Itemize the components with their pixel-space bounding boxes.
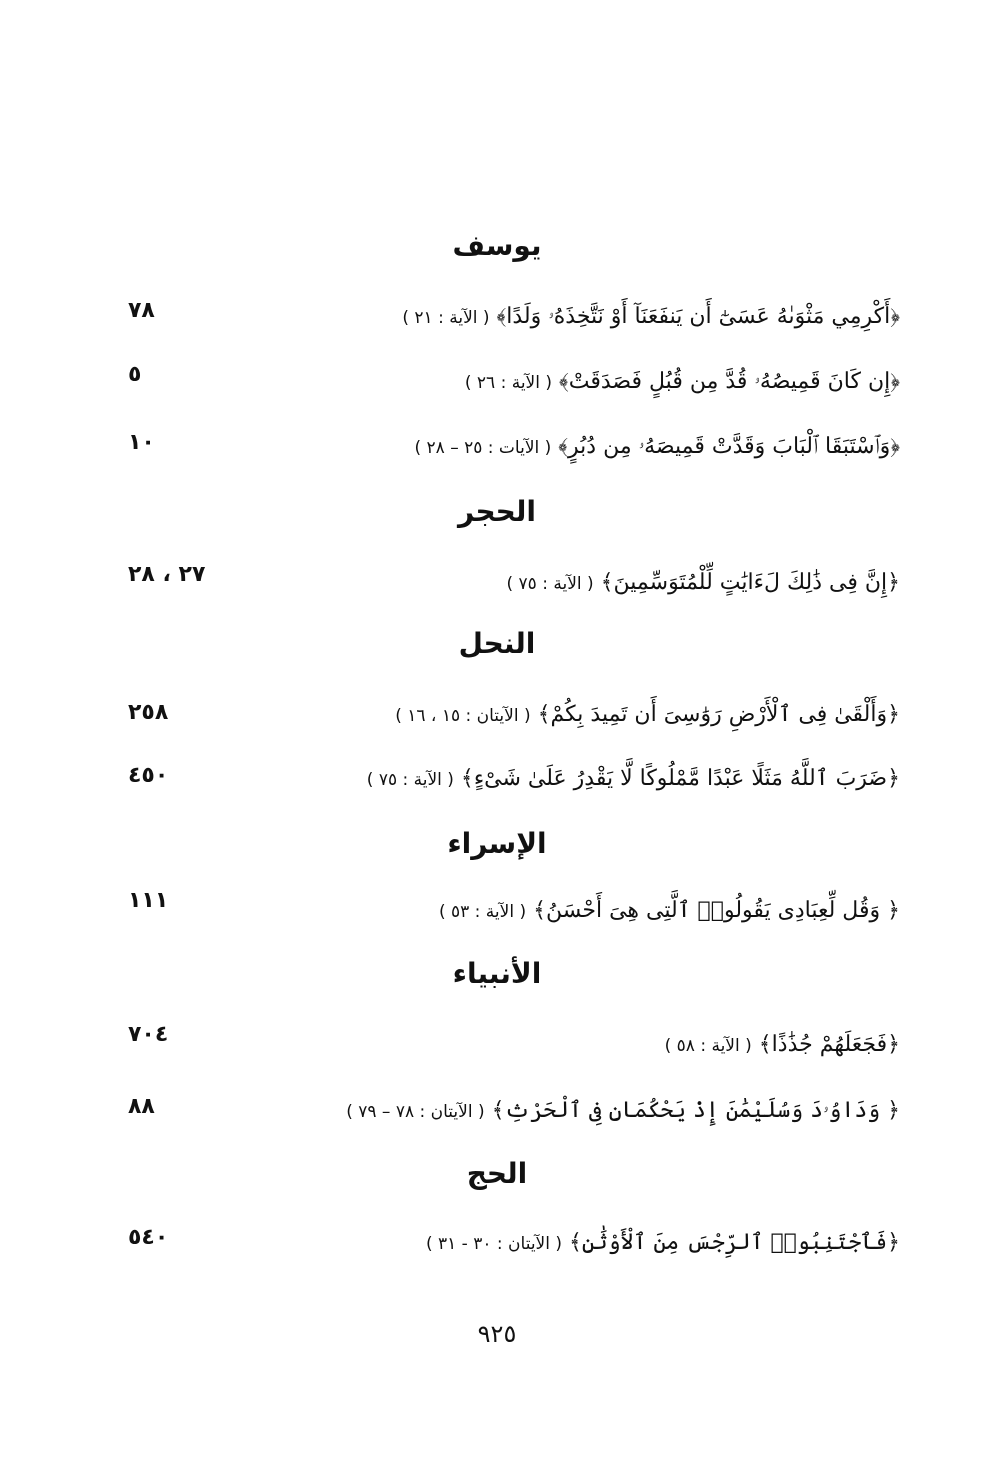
verse-entry — [426, 1232, 900, 1254]
verse-entry — [346, 1100, 900, 1122]
verse-reference: ( الآية : ٥٣ ) — [438, 902, 527, 922]
verse-entry — [665, 1034, 900, 1056]
verse-reference: ( الآية : ٥٨ ) — [664, 1036, 752, 1056]
verse-text: ﴿فَٱجْتَنِبُوا۟ ٱلرِّجْسَ مِنَ ٱلْأَوْثَٰنِ﴾ — [569, 1230, 900, 1255]
page-reference: ٧٨ — [128, 298, 155, 323]
verse-reference: ( الآيتان : ١٥ ، ١٦ ) — [395, 706, 531, 726]
surah-heading: الأنبياء — [452, 957, 542, 990]
verse-text: ﴿أَكْرِمِي مَثْوَىٰهُ عَسَىٰٓ أَن يَنفَعَنَآ أَوْ نَتَّخِذَهُۥ وَلَدًا﴾ — [496, 304, 900, 329]
verse-text: ﴿ وَدَاوُۥدَ وَسُلَيْمَٰنَ إِذْ يَحْكُمَانِ فِى ٱلْحَرْثِ﴾ — [491, 1098, 900, 1123]
verse-reference: ( الآيتان : ٣٠ - ٣١ ) — [425, 1234, 563, 1254]
verse-entry — [415, 436, 901, 458]
verse-reference: ( الآيتان : ٧٨ – ٧٩ ) — [346, 1102, 485, 1122]
verse-entry — [395, 704, 900, 726]
verse-reference: ( الآيات : ٢٥ – ٢٨ ) — [414, 438, 552, 458]
verse-entry — [507, 572, 901, 594]
page-reference: ٨٨ — [128, 1094, 155, 1119]
verse-text: ﴿ وَقُل لِّعِبَادِى يَقُولُوا۟ ٱلَّتِى هِىَ أَحْسَنُ﴾ — [533, 898, 900, 923]
verse-text: ﴿إِن كَانَ قَمِيصُهُۥ قُدَّ مِن قُبُلٍ فَصَدَقَتْ﴾ — [559, 369, 900, 394]
page-reference: ١١١ — [128, 888, 169, 913]
verse-entry — [439, 900, 900, 922]
surah-heading: الحج — [466, 1157, 528, 1190]
page-reference: ٢٧ ، ٢٨ — [128, 562, 206, 587]
page-reference: ٢٥٨ — [128, 700, 169, 725]
verse-reference: ( الآية : ٧٥ ) — [366, 770, 454, 790]
verse-text: ﴿وَأَلْقَىٰ فِى ٱلْأَرْضِ رَوَٰسِىَ أَن تَمِيدَ بِكُمْ﴾ — [537, 702, 900, 727]
page-number: ٩٢٥ — [477, 1320, 517, 1348]
surah-heading: النحل — [458, 627, 536, 660]
verse-entry — [465, 371, 900, 393]
verse-reference: ( الآية : ٧٥ ) — [506, 574, 594, 594]
verse-text: ﴿فَجَعَلَهُمْ جُذَٰذًا﴾ — [758, 1032, 900, 1057]
verse-text: ﴿إِنَّ فِى ذَٰلِكَ لَءَايَٰتٍ لِّلْمُتَوَسِّمِينَ﴾ — [600, 570, 900, 595]
verse-entry — [402, 306, 900, 328]
surah-heading: الإسراء — [447, 827, 547, 860]
verse-text: ﴿وَٱسْتَبَقَا ٱلْبَابَ وَقَدَّتْ قَمِيصَهُۥ مِن دُبُرٍ﴾ — [558, 434, 900, 459]
verse-reference: ( الآية : ٢٦ ) — [464, 373, 553, 393]
page-reference: ٤٥٠ — [128, 763, 169, 788]
verse-reference: ( الآية : ٢١ ) — [402, 308, 490, 328]
page-reference: ٥٤٠ — [128, 1225, 169, 1250]
surah-heading: الحجر — [458, 495, 536, 528]
verse-text: ﴿ضَرَبَ ٱللَّهُ مَثَلًا عَبْدًا مَّمْلُوكًا لَّا يَقْدِرُ عَلَىٰ شَىْءٍ﴾ — [460, 766, 900, 791]
verse-entry — [367, 768, 900, 790]
surah-heading: يوسف — [452, 229, 542, 262]
page-reference: ١٠ — [128, 430, 155, 455]
page-reference: ٧٠٤ — [128, 1022, 169, 1047]
page-reference: ٥ — [128, 362, 142, 387]
